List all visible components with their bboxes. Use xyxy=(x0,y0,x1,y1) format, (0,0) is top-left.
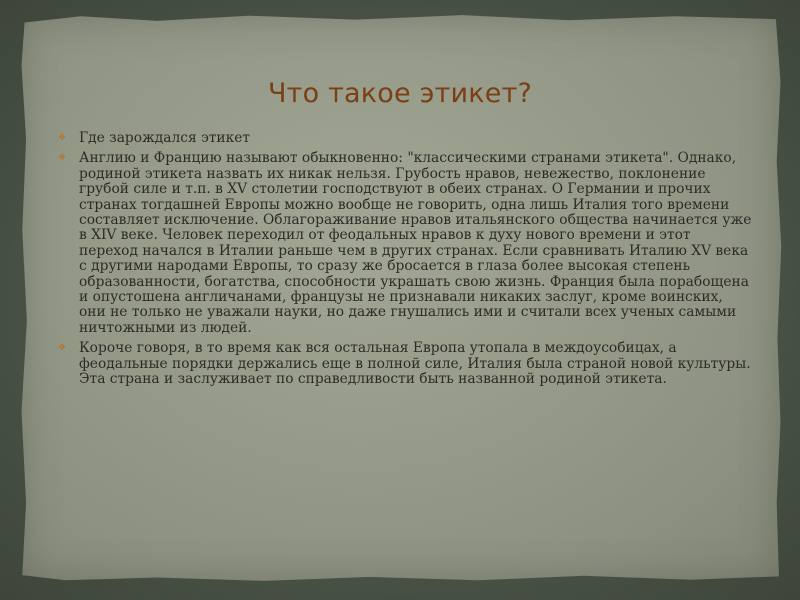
slide-body xyxy=(58,131,752,393)
bullet-text: Где зарождался этикет xyxy=(79,130,251,146)
bullet-text: Англию и Францию называют обыкновенно: "классическими странами этикета". Однако, родиной этикета назвать их никак нельзя. Грубость нравов, невежество, поклонение грубой силе и т.п. в XV столетии господствуют в обеих странах. О Германии и прочих странах тогдашней Европы можно вообще не говорить, одна лишь Италия того времени составляет исключение. Облагораживание нравов итальянского общества начинается уже в XIV веке. Человек переходил от феодальных нравов к духу нового времени и этот переход начался в Италии раньше чем в других странах. Если сравнивать Италию XV века с другими народами Европы, то сразу же бросается в глаза более высокая степень образованности, богатства, способности украшать свою жизнь. Франция была порабощена и опустошена англичанами, французы не признавали никаких заслуг, кроме воинских, они не только не уважали науки, но даже гнушались ими и считали всех ученых самыми ничтожными из людей. xyxy=(79,150,752,336)
bullet-diamond-icon: ❖ xyxy=(58,133,67,143)
slide-title: Что такое этикет? xyxy=(267,78,533,109)
bullet-diamond-icon: ❖ xyxy=(58,153,67,164)
bullet-item xyxy=(58,131,752,146)
bullet-diamond-icon: ❖ xyxy=(58,343,67,354)
bullet-text: Короче говоря, в то время как вся остальная Европа утопала в междоусобицах, а феодальные порядки держались еще в полной силе, Италия была страной новой культуры. Эта страна и заслуживает по справедливости быть названной родиной этикета. xyxy=(79,340,751,388)
bullet-item xyxy=(58,151,752,336)
bullet-item xyxy=(58,341,752,387)
